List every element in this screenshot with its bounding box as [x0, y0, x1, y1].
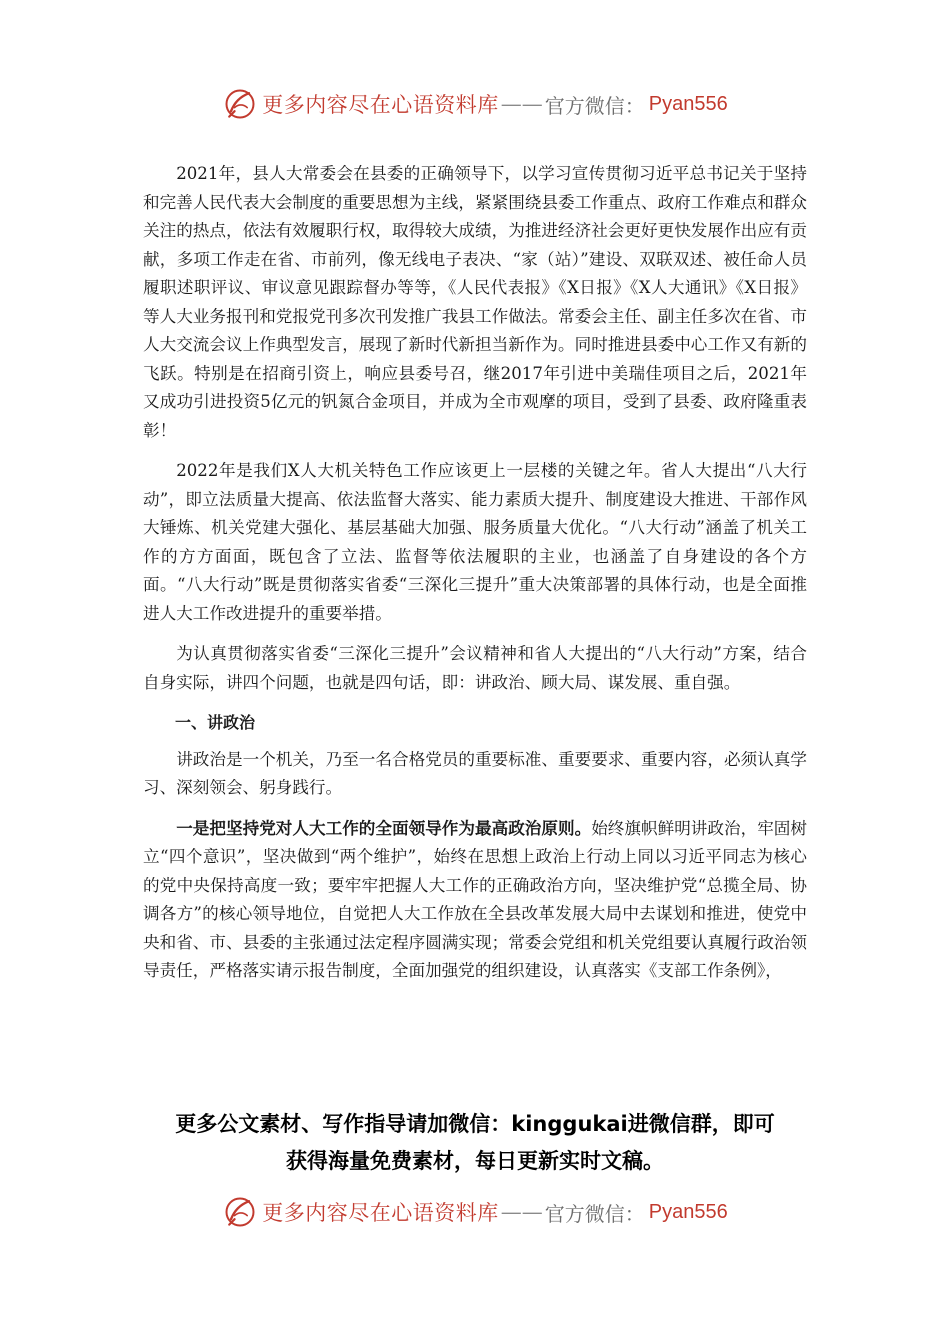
logo-icon: [222, 1194, 258, 1230]
watermark-header: [0, 82, 950, 126]
document-body: [143, 160, 807, 998]
promo-line-2: 获得海量免费素材，每日更新实时文稿。: [286, 1149, 664, 1173]
watermark-footer: [0, 1190, 950, 1234]
paragraph-2021: 2021年，县人大常委会在县委的正确领导下，以学习宣传贯彻习近平总书记关于坚持和完善人民代表大会制度的重要思想为主线，紧紧围绕县委工作重点、政府工作难点和群众关注的热点，依法有效履职行权，取得较大成绩，为推进经济社会更好更快发展作出应有贡献，多项工作走在省、市前列，像无线电子表决、“家（站）”建设、双联双述、被任命人员履职述职评议、审议意见跟踪督办等等，《人民代表报》《X日报》《X人大通讯》《X日报》等人大业务报刊和党报党刊多次刊发推广我县工作做法。常委会主任、副主任多次在省、市人大交流会议上作典型发言，展现了新时代新担当新作为。同时推进县委中心工作又有新的飞跃。特别是在招商引资上，响应县委号召，继2017年引进中美瑞佳项目之后，2021年又成功引进投资5亿元的钒氮合金项目，并成为全市观摩的项目，受到了县委、政府隆重表彰！: [143, 164, 807, 440]
watermark-wechat-id: Pyan556: [648, 92, 728, 115]
watermark-wechat-label: 官方微信：: [544, 1201, 645, 1226]
paragraph-2022: 2022年是我们X人大机关特色工作应该更上一层楼的关键之年。省人大提出“八大行动”，即立法质量大提高、依法监督大落实、能力素质大提升、制度建设大推进、干部作风大锤炼、机关党建大强化、基层基础大加强、服务质量大优化。“八大行动”涵盖了机关工作的方方面面，既包含了立法、监督等依法履职的主业，也涵盖了自身建设的各个方面。“八大行动”既是贯彻落实省委“三深化三提升”重大决策部署的具体行动，也是全面推进人大工作改进提升的重要举措。: [143, 461, 807, 623]
paragraph-four-points: 为认真贯彻落实省委“三深化三提升”会议精神和省人大提出的“八大行动”方案，结合自身实际，讲四个问题，也就是四句话，即：讲政治、顾大局、谋发展、重自强。: [143, 644, 807, 692]
watermark-separator: ——: [500, 92, 543, 116]
promo-line-1: 更多公文素材、写作指导请加微信：kinggukai进微信群，即可: [175, 1112, 775, 1136]
logo-icon: [222, 86, 258, 122]
watermark-wechat-id: Pyan556: [648, 1200, 728, 1223]
point-one-title: 一是把坚持党对人大工作的全面领导作为最高政治原则。: [176, 818, 592, 838]
watermark-wechat-label: 官方微信：: [544, 93, 645, 118]
section-heading: 一、讲政治: [175, 713, 256, 732]
watermark-title: 更多内容尽在心语资料库: [262, 1201, 499, 1225]
point-one-paragraph: [143, 815, 807, 986]
promo-notice: [0, 1106, 950, 1180]
watermark-separator: ——: [500, 1200, 543, 1224]
section-intro: 讲政治是一个机关，乃至一名合格党员的重要标准、重要要求、重要内容，必须认真学习、深刻领会、躬身践行。: [143, 749, 807, 797]
watermark-title: 更多内容尽在心语资料库: [262, 93, 499, 117]
point-one-text: 始终旗帜鲜明讲政治，牢固树立“四个意识”，坚决做到“两个维护”，始终在思想上政治上行动上同以习近平同志为核心的党中央保持高度一致；要牢牢把握人大工作的正确政治方向，坚决维护党“总揽全局、协调各方”的核心领导地位，自觉把人大工作放在全县改革发展大局中去谋划和推进，使党中央和省、市、县委的主张通过法定程序圆满实现；常委会党组和机关党组要认真履行政治领导责任，严格落实请示报告制度，全面加强党的组织建设，认真落实《支部工作条例》，: [143, 818, 808, 980]
